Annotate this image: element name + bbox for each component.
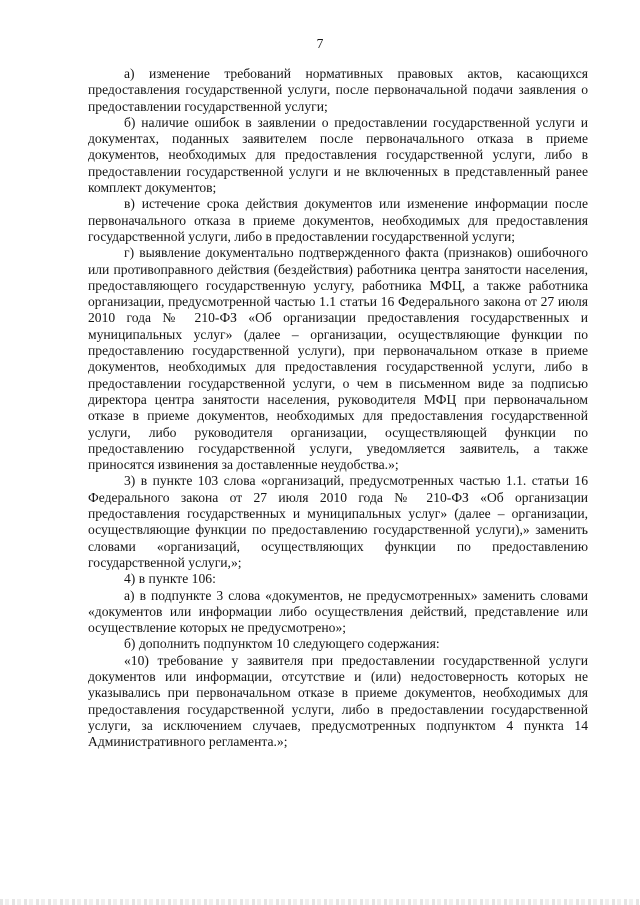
paragraph-new-subpoint-10: «10) требование у заявителя при предоставлении государственной услуги документов или информации, отсутствие и (или) недостоверность которых не указывались при первоначальном отказе в приеме документов, необходимых для предоставления государственной услуги, либо в предоставлении государственной услуги, за исключением случаев, предусмотренных подпунктом 4 пункта 14 Административного регламента.»; [88, 652, 588, 750]
paragraph-b-errors: б) наличие ошибок в заявлении о предоставлении государственной услуги и документах, поданных заявителем после первоначального отказа в приеме документов, необходимых для предоставления государственной услуги, либо в предоставлении государственной услуги и не включенных в представленный ранее комплект документов; [88, 114, 588, 196]
page-number: 7 [316, 36, 324, 51]
paragraph-subitem-a-point-3: а) в подпункте 3 слова «документов, не предусмотренных» заменить словами «документов или информации либо осуществления действий, представление или осуществление которых не предусмотрено»; [88, 587, 588, 636]
paragraph-a-requirements-change: а) изменение требований нормативных правовых актов, касающихся предоставления государственной услуги, после первоначальной подачи заявления о предоставлении государственной услуги; [88, 66, 588, 114]
paragraph-g-misconduct: г) выявление документально подтвержденного факта (признаков) ошибочного или противоправного действия (бездействия) работника центра занятости населения, предоставляющего государственную услугу, работника МФЦ, а также работника организации, предусмотренной частью 1.1 статьи 16 Федерального закона от 27 июля 2010 года № 210-ФЗ «Об организации предоставления государственных и муниципальных услуг» (далее – организации, осуществляющие функции по предоставлению государственной услуги), при первоначальном отказе в приеме документов, необходимых для предоставления государственной услуги, либо в предоставлении государственной услуги, о чем в письменном виде за подписью директора центра занятости населения, руководителя МФЦ при первоначальном отказе в приеме документов, необходимых для предоставления государственной услуги, либо руководителя организации, осуществляющей функции по предоставлению государственной услуги, уведомляется заявитель, а также приносятся извинения за доставленные неудобства.»; [88, 245, 588, 473]
paragraph-item-3-point-103: 3) в пункте 103 слова «организаций, предусмотренных частью 1.1. статьи 16 Федерального закона от 27 июля 2010 года № 210-ФЗ «Об организации предоставления государственных и муниципальных услуг» (далее – организации, осуществляющие функции по предоставлению государственной услуги),» заменить словами «организаций, осуществляющих функции по предоставлению государственной услуги,»; [88, 473, 588, 570]
paragraph-v-expiry: в) истечение срока действия документов или изменение информации после первоначального отказа в приеме документов, необходимых для предоставления государственной услуги, либо в предоставлении государственной услуги; [88, 196, 588, 244]
paragraph-subitem-b-add-10: б) дополнить подпунктом 10 следующего содержания: [124, 636, 440, 652]
scan-bottom-edge [0, 899, 640, 905]
document-body [88, 66, 588, 750]
paragraph-item-4-point-106: 4) в пункте 106: [124, 571, 216, 587]
